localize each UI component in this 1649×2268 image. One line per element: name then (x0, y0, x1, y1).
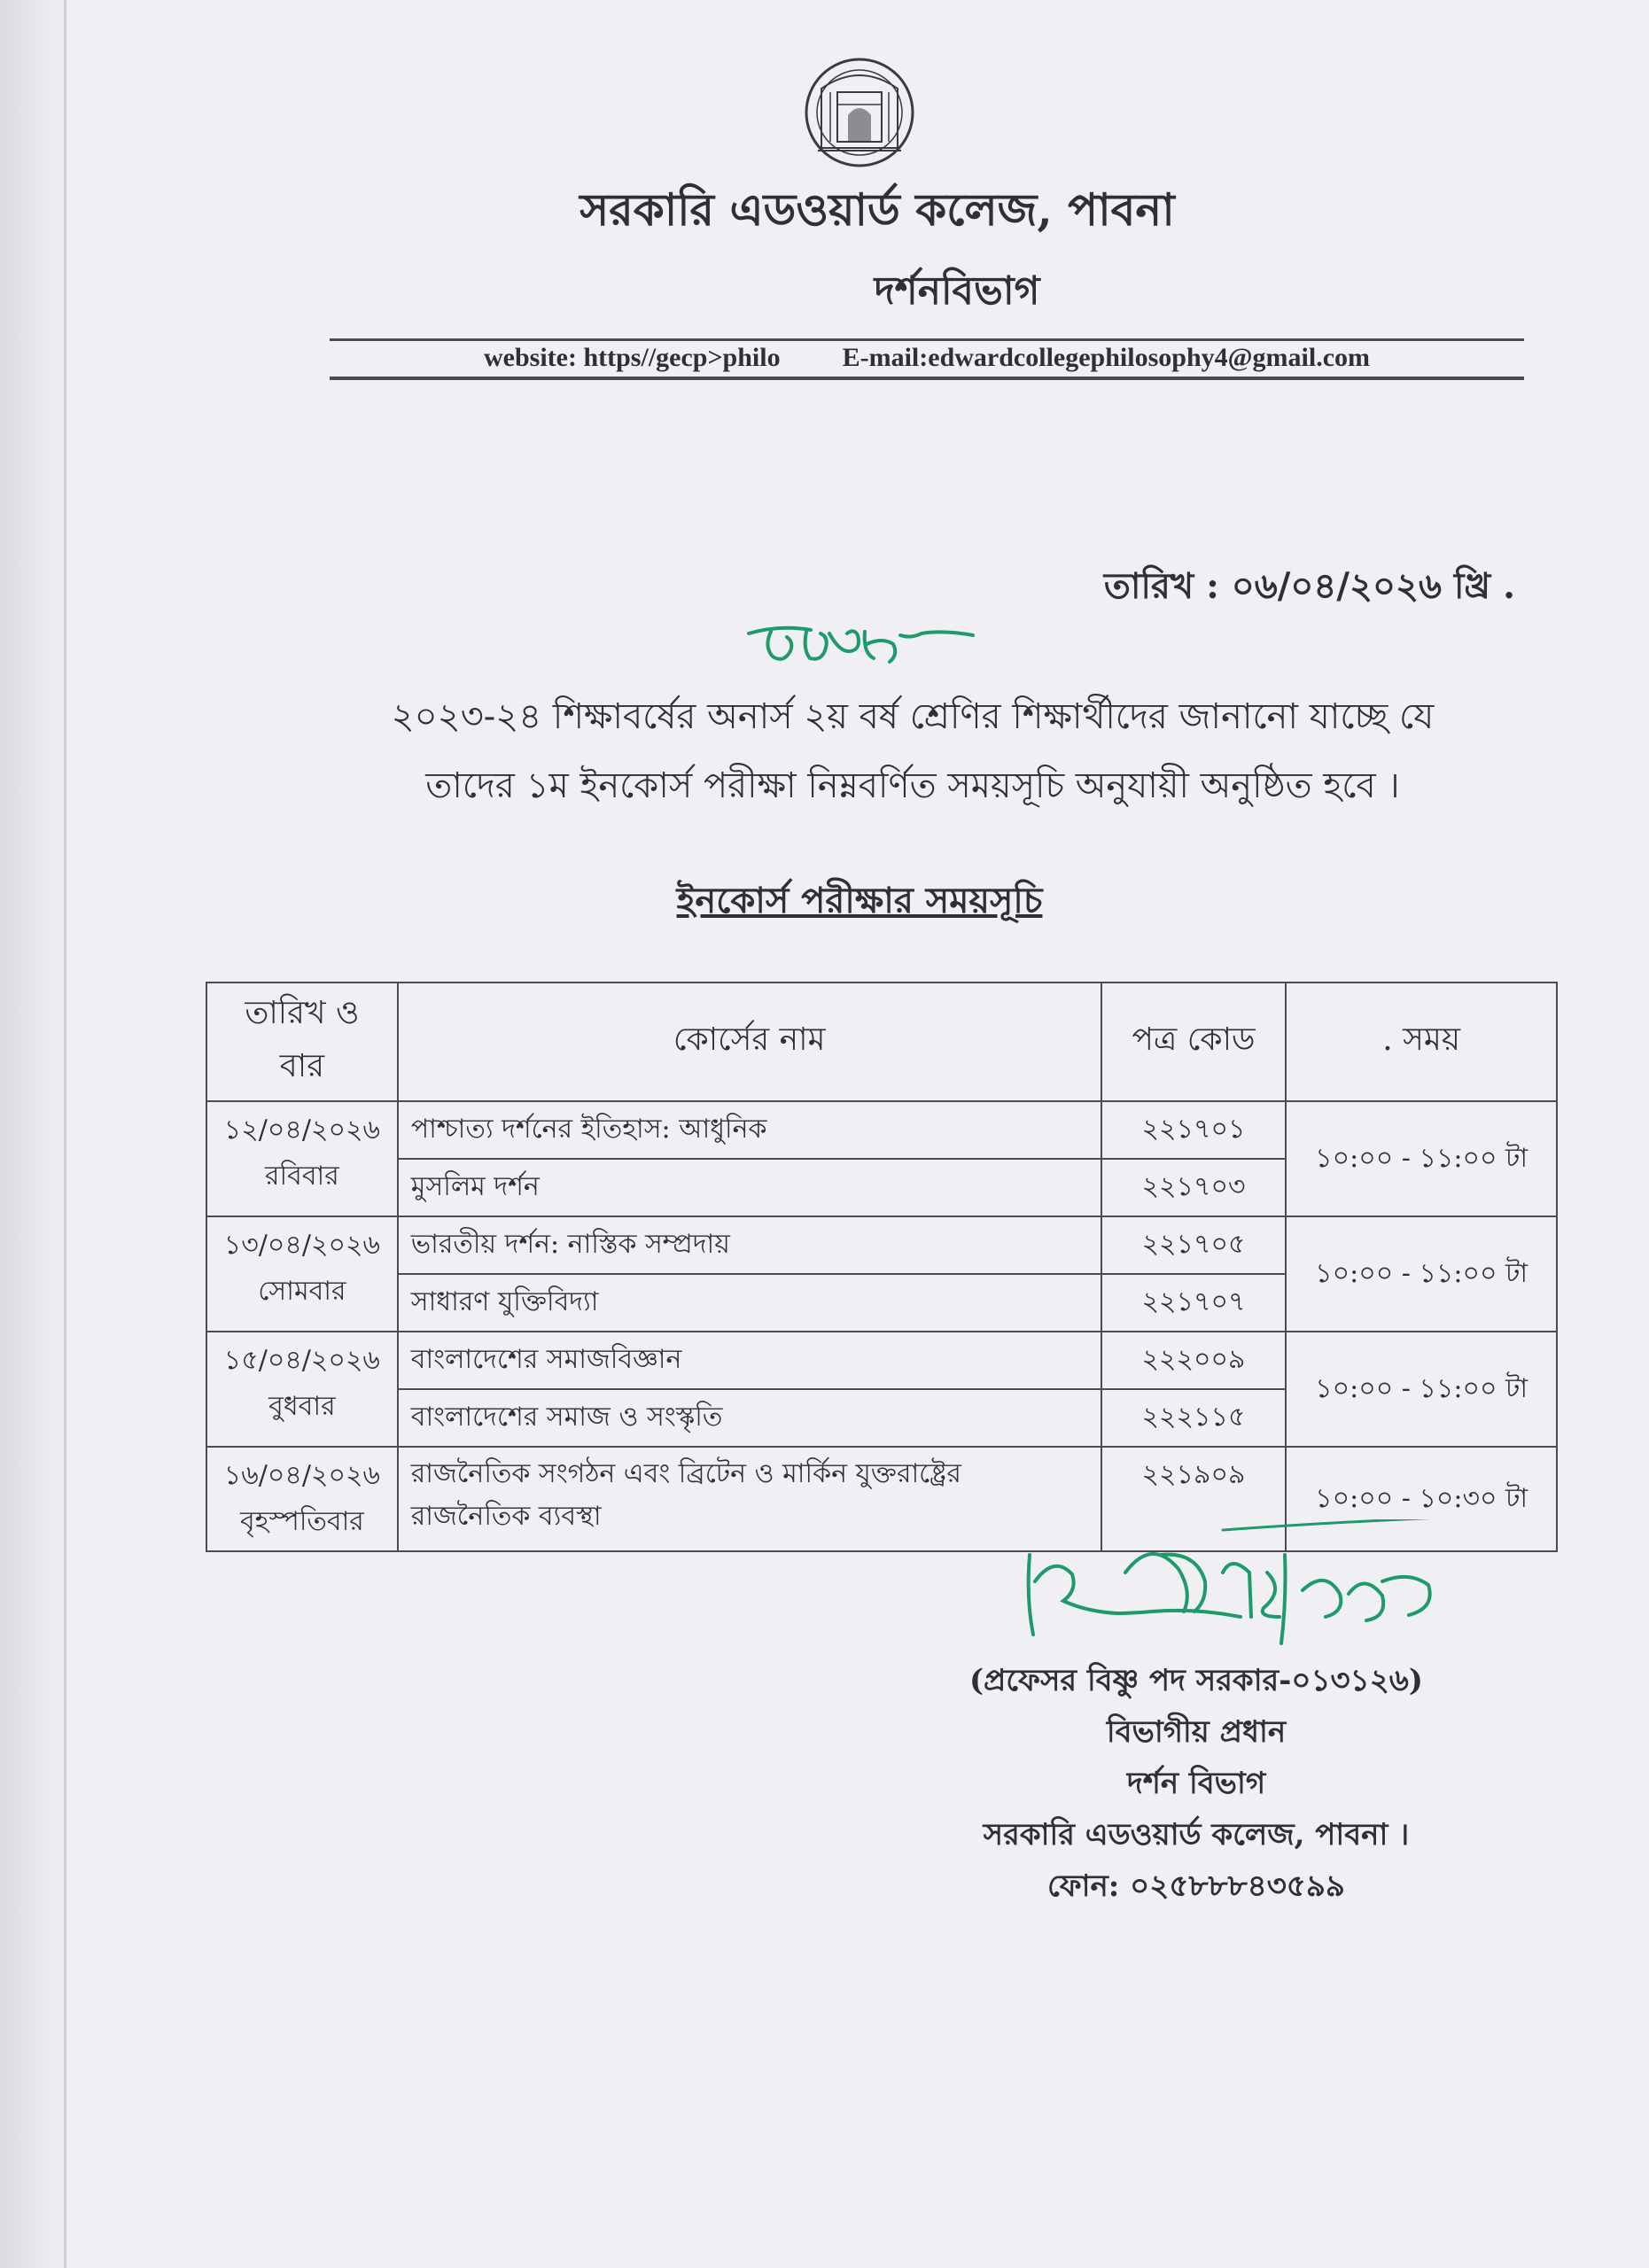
department-name: দর্শনবিভাগ (874, 268, 1040, 314)
exam-day: রবিবার (265, 1161, 339, 1192)
exam-time: ১০:০০ - ১০:৩০ টা (1286, 1447, 1557, 1551)
schedule-title: ইনকোর্স পরীক্ষার সময়সূচি (676, 880, 1043, 921)
course-name: মুসলিম দর্শন (398, 1159, 1101, 1216)
signatory-title: বিভাগীয় প্রধান (1106, 1714, 1287, 1750)
exam-day: সোমবার (258, 1276, 346, 1307)
header-time: . সময় (1286, 983, 1557, 1101)
table-header-row (206, 983, 1557, 1101)
signatory-department: দর্শন বিভাগ (1126, 1766, 1266, 1801)
college-logo-icon (802, 46, 917, 179)
course-code: ২২২১১৫ (1101, 1389, 1287, 1447)
date-cell (206, 1447, 398, 1551)
course-code: ২২১৯০৯ (1101, 1447, 1287, 1551)
email-text: E-mail:edwardcollegephilosophy4@gmail.com (842, 343, 1370, 372)
exam-date: ১৬/০৪/২০২৬ (223, 1460, 380, 1491)
signature-block (904, 1655, 1489, 1912)
notice-paragraph-line-2: তাদের ১ম ইনকোর্স পরীক্ষা নিম্নবর্ণিত সময়সূচি অনুযায়ী অনুষ্ঠিত হবে । (425, 765, 1400, 806)
notice-paragraph (301, 682, 1524, 820)
exam-date: ১৫/০৪/২০২৬ (223, 1345, 380, 1376)
course-name: বাংলাদেশের সমাজ ও সংস্কৃতি (398, 1389, 1101, 1447)
exam-date: ১২/০৪/২০২৬ (223, 1115, 380, 1146)
exam-time: ১০:০০ - ১১:০০ টা (1286, 1216, 1557, 1332)
exam-time: ১০:০০ - ১১:০০ টা (1286, 1332, 1557, 1447)
header-rule-bottom (330, 377, 1524, 380)
page-scan-edge (0, 0, 69, 2268)
exam-time: ১০:০০ - ১১:০০ টা (1286, 1101, 1557, 1216)
course-code: ২২১৭০১ (1101, 1101, 1287, 1159)
notice-paragraph-line-1: ২০২৩-২৪ শিক্ষাবর্ষের অনার্স ২য় বর্ষ শ্রেণির শিক্ষার্থীদের জানানো যাচ্ছে যে (391, 696, 1435, 737)
table-row (206, 1101, 1557, 1159)
exam-date: ১৩/০৪/২০২৬ (223, 1230, 380, 1261)
exam-day: বৃহস্পতিবার (239, 1506, 364, 1537)
header-course: কোর্সের নাম (398, 983, 1101, 1101)
signatory-name: (প্রফেসর বিষ্ণু পদ সরকার-০১৩১২৬) (968, 1663, 1424, 1698)
signatory-college: সরকারি এডওয়ার্ড কলেজ, পাবনা । (983, 1817, 1410, 1852)
course-name: ভারতীয় দর্শন: নাস্তিক সম্প্রদায় (398, 1216, 1101, 1274)
notice-heading-handwritten (744, 598, 975, 678)
college-name: সরকারি এডওয়ার্ড কলেজ, পাবনা (579, 183, 1175, 236)
course-code: ২২২০০৯ (1101, 1332, 1287, 1389)
header-code: পত্র কোড (1101, 983, 1287, 1101)
contact-line (330, 341, 1524, 375)
course-name: বাংলাদেশের সমাজবিজ্ঞান (398, 1332, 1101, 1389)
date-cell (206, 1216, 398, 1332)
table-row (206, 1216, 1557, 1274)
header-date: তারিখ ও বার (206, 983, 398, 1101)
exam-schedule-table (206, 982, 1558, 1552)
course-name: পাশ্চাত্য দর্শনের ইতিহাস: আধুনিক (398, 1101, 1101, 1159)
course-code: ২২১৭০৭ (1101, 1274, 1287, 1332)
course-code: ২২১৭০৫ (1101, 1216, 1287, 1274)
date-cell (206, 1101, 398, 1216)
website-text: website: https//gecp>philo (483, 343, 781, 372)
signatory-phone: ফোন: ০২৫৮৮৮৪৩৫৯৯ (1046, 1868, 1345, 1904)
notice-date: তারিখ : ০৬/০৪/২০২৬ খ্রি . (1103, 565, 1515, 607)
course-name: রাজনৈতিক সংগঠন এবং ব্রিটেন ও মার্কিন যুক্তরাষ্ট্রের রাজনৈতিক ব্যবস্থা (398, 1447, 1101, 1551)
exam-day: বুধবার (268, 1391, 336, 1422)
table-row (206, 1332, 1557, 1389)
course-code: ২২১৭০৩ (1101, 1159, 1287, 1216)
page-scan-edge-line (64, 0, 66, 2268)
date-cell (206, 1332, 398, 1447)
course-name: সাধারণ যুক্তিবিদ্যা (398, 1274, 1101, 1332)
